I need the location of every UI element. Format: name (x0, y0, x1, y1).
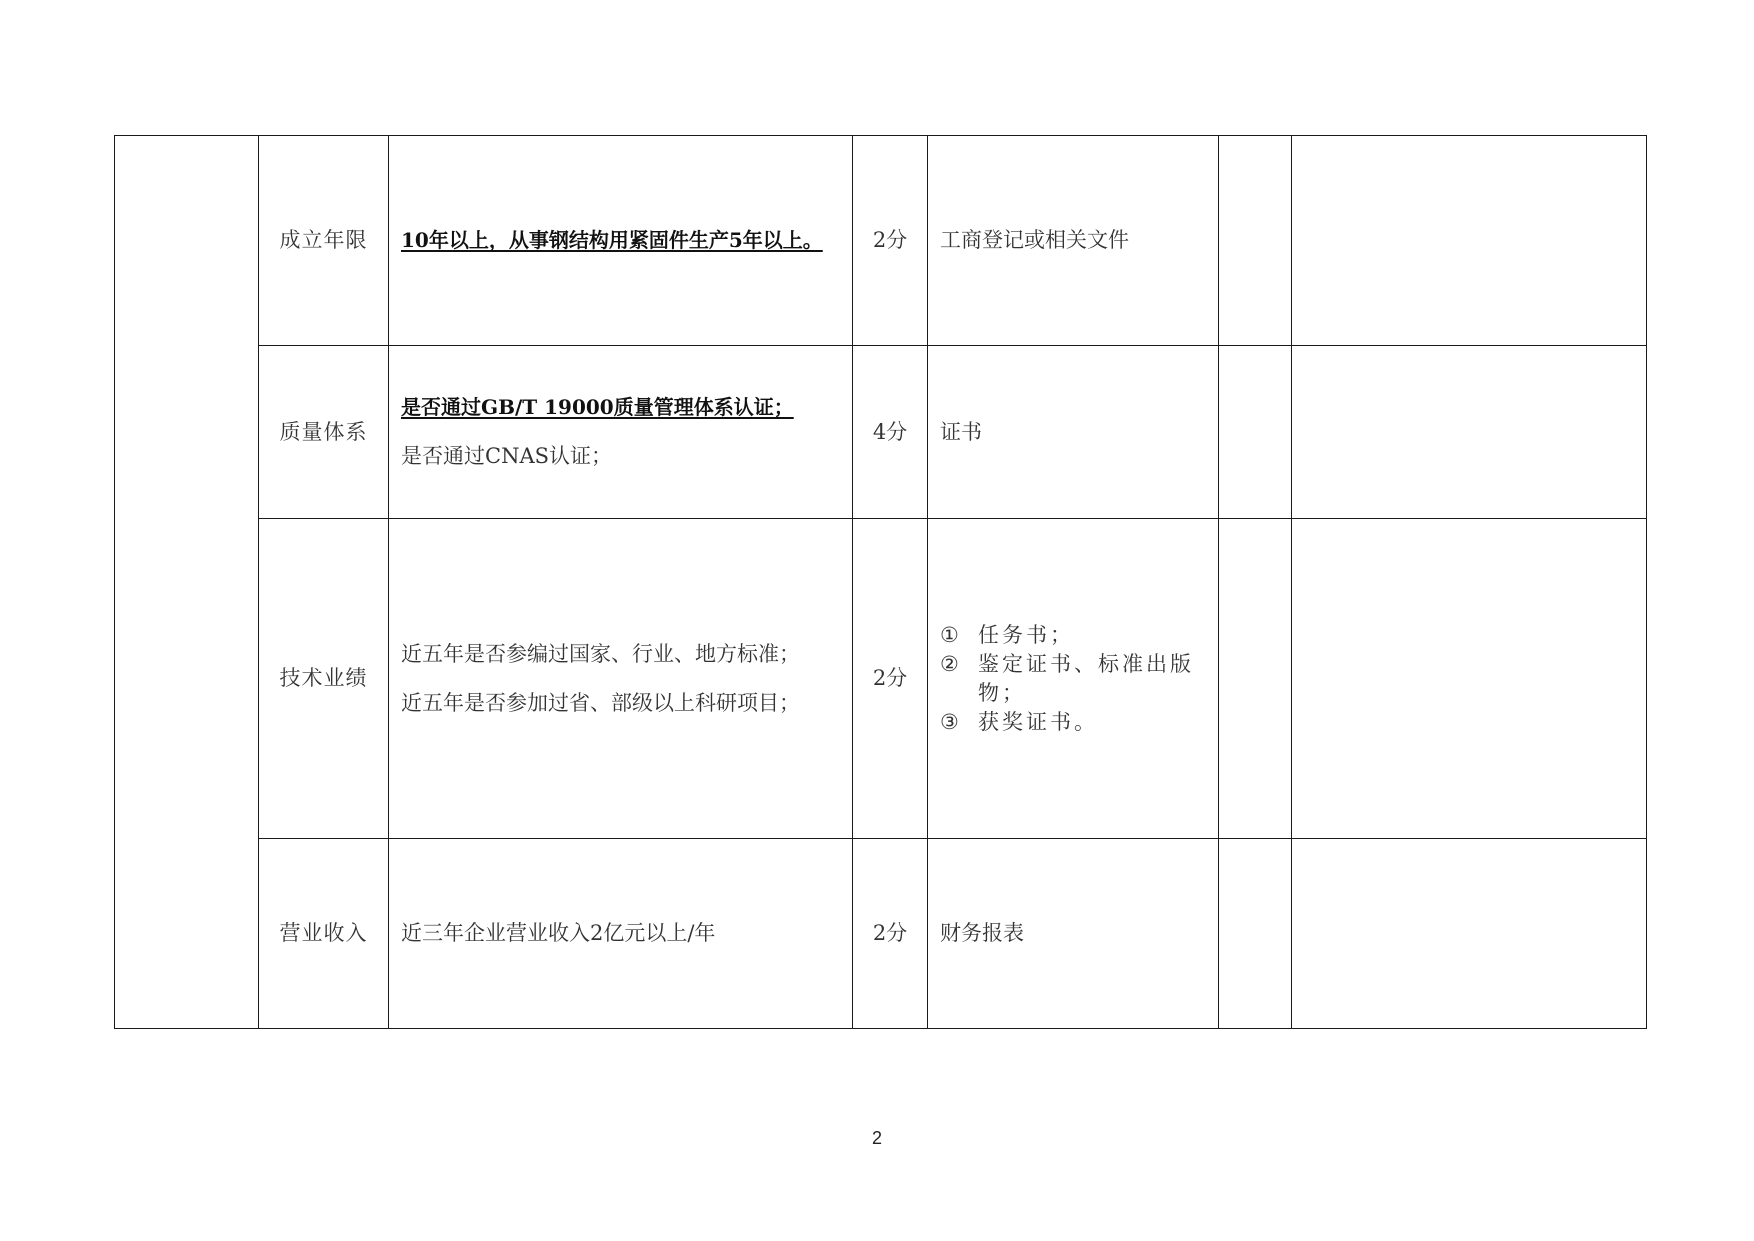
requirement-cell (389, 519, 853, 839)
evidence-list (940, 621, 1206, 737)
list-text: 鉴定证书、标准出版物； (978, 651, 1194, 705)
requirement-text: 近五年是否参加过省、部级以上科研项目； (401, 690, 800, 715)
requirement-text: 是否通过GB/T 19000质量管理体系认证； (401, 395, 794, 419)
empty-cell (1219, 839, 1292, 1029)
list-number: ① (940, 622, 959, 647)
score-cell: 4分 (853, 346, 928, 519)
list-item (940, 621, 1206, 650)
score-cell: 2分 (853, 136, 928, 346)
requirement-cell (389, 346, 853, 519)
empty-cell (1292, 346, 1647, 519)
requirement-text: 是否通过CNAS认证； (401, 444, 612, 468)
empty-cell (1292, 839, 1647, 1029)
empty-cell (1292, 136, 1647, 346)
list-text: 获奖证书。 (978, 709, 1098, 734)
empty-cell (1219, 519, 1292, 839)
requirement-text: 近三年企业营业收入2亿元以上/年 (401, 921, 716, 945)
page-number: 2 (871, 1128, 882, 1148)
requirement-cell (389, 839, 853, 1029)
category-cell (115, 136, 259, 1029)
evidence-cell: 证书 (928, 346, 1219, 519)
evidence-cell: 财务报表 (928, 839, 1219, 1029)
evidence-cell (928, 519, 1219, 839)
table-row (115, 346, 1647, 519)
empty-cell (1219, 136, 1292, 346)
item-cell: 质量体系 (259, 346, 389, 519)
evaluation-table (114, 135, 1647, 1029)
requirement-text: 近五年是否参编过国家、行业、地方标准； (401, 641, 800, 666)
score-cell: 2分 (853, 839, 928, 1029)
list-number: ③ (940, 709, 959, 734)
empty-cell (1292, 519, 1647, 839)
table-row (115, 136, 1647, 346)
evidence-cell: 工商登记或相关文件 (928, 136, 1219, 346)
item-cell: 营业收入 (259, 839, 389, 1029)
list-number: ② (940, 651, 959, 676)
item-cell: 成立年限 (259, 136, 389, 346)
table-row (115, 519, 1647, 839)
empty-cell (1219, 346, 1292, 519)
list-item (940, 650, 1206, 708)
list-item (940, 708, 1206, 737)
requirement-cell (389, 136, 853, 346)
item-cell: 技术业绩 (259, 519, 389, 839)
requirement-text: 10年以上，从事钢结构用紧固件生产5年以上。 (401, 228, 823, 252)
table-row (115, 839, 1647, 1029)
score-cell: 2分 (853, 519, 928, 839)
list-text: 任务书； (978, 622, 1074, 647)
